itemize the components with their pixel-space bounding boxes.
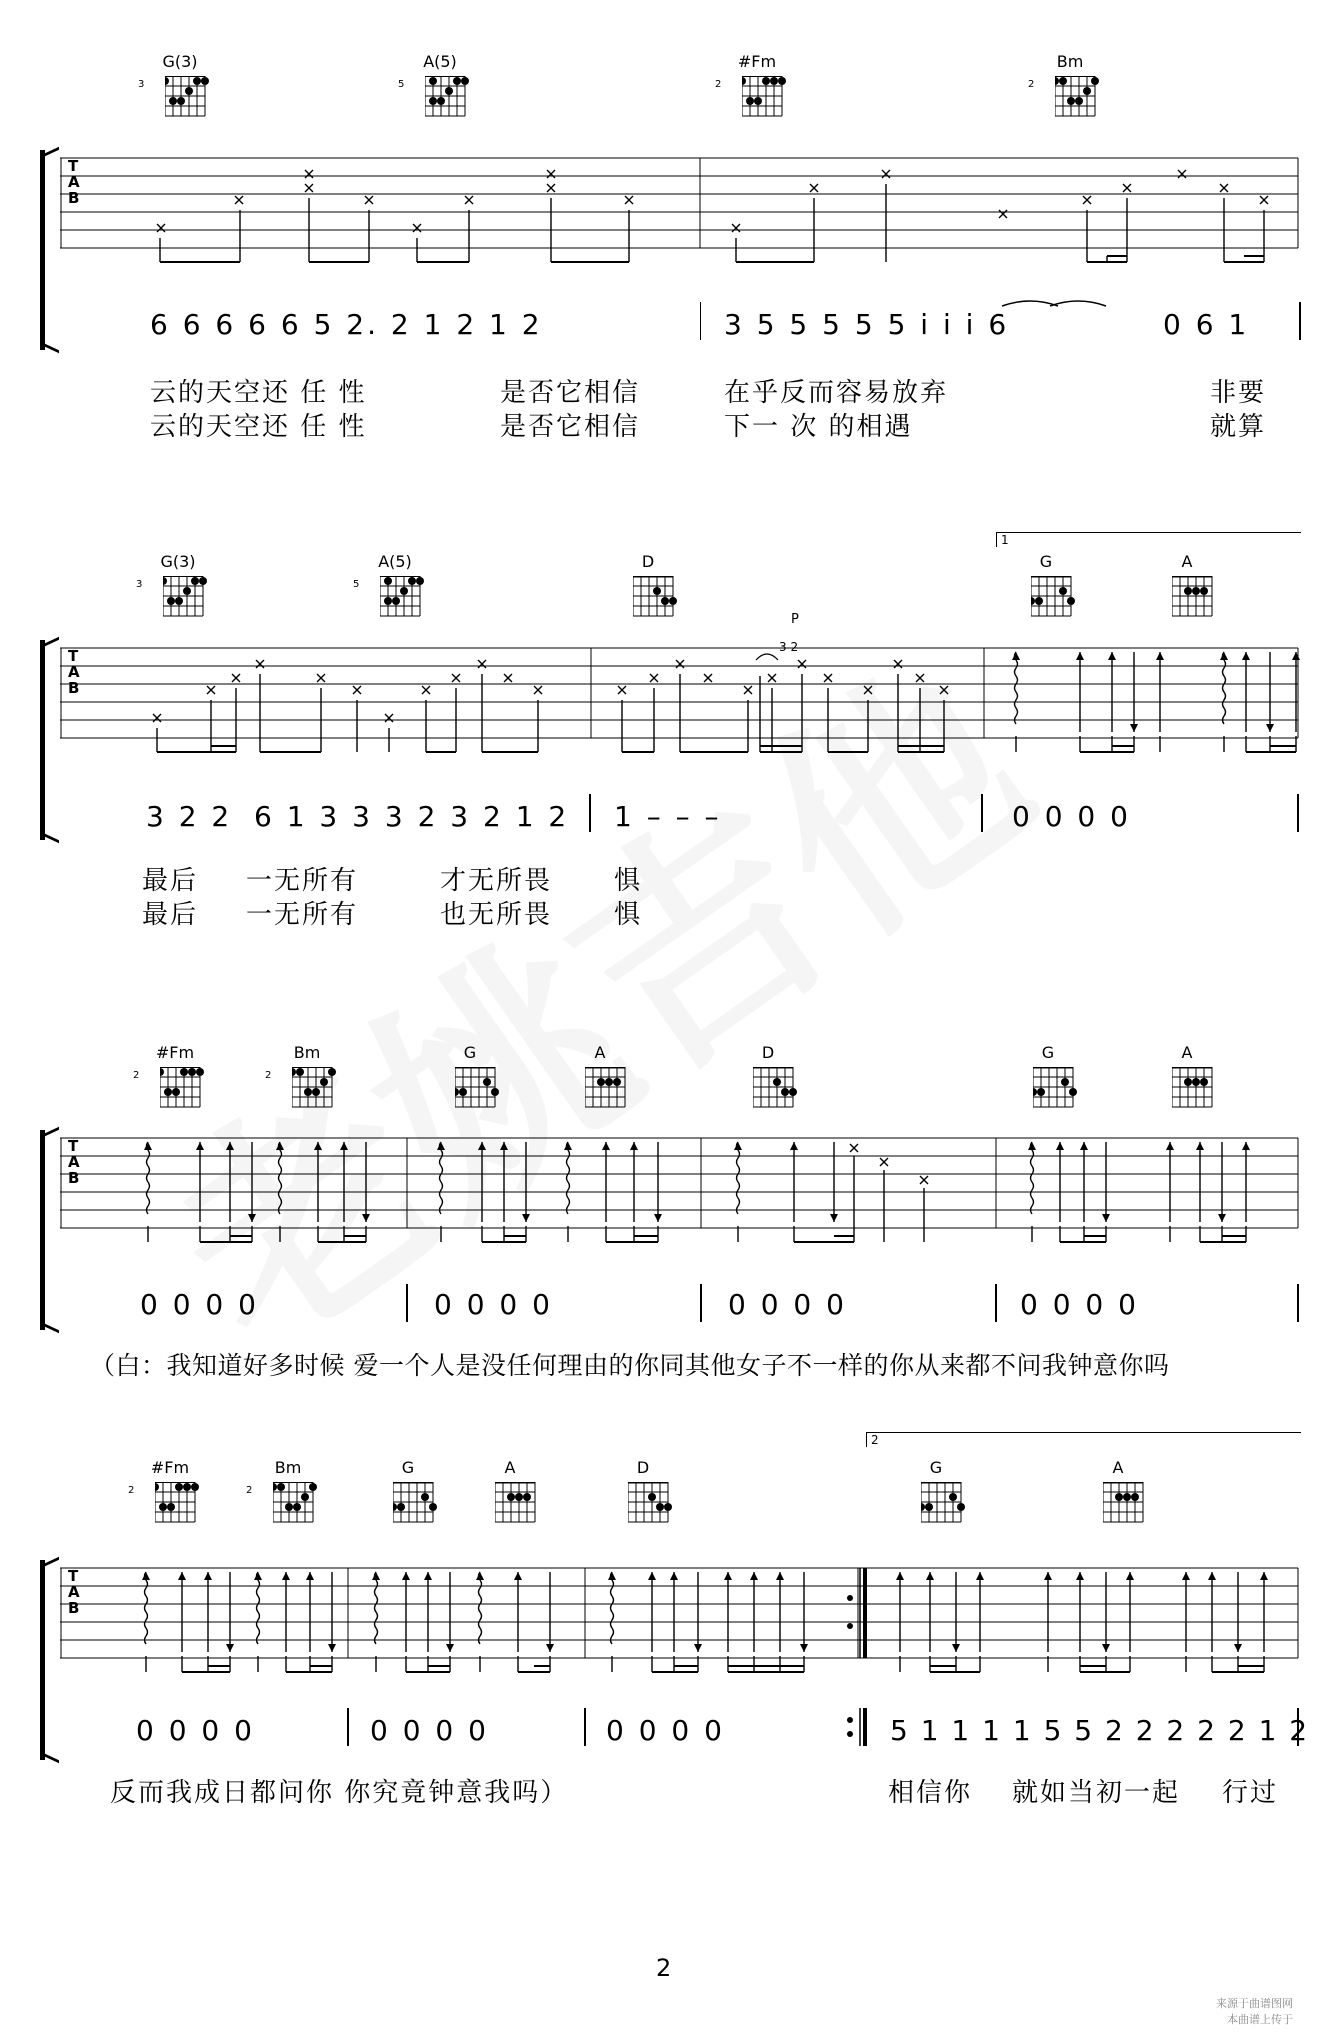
tab-staff [60, 1130, 1300, 1260]
chord-name: A [594, 1043, 606, 1062]
lyric-line: 在乎反而容易放弃 [724, 378, 949, 408]
numbered-notation: 0 0 0 0 [370, 1714, 489, 1747]
system-bracket [40, 640, 45, 840]
chord-name: A [1181, 552, 1193, 571]
numbered-notation: 0 0 0 0 [140, 1288, 259, 1321]
chord-name: #Fm [155, 1043, 195, 1062]
chord-grid [742, 76, 790, 126]
chord-name: Bm [293, 1043, 321, 1062]
numbered-notation: 6 1 3 3 3 2 3 2 1 2 [254, 800, 570, 833]
chord-fret: 3 [138, 79, 145, 90]
lyric-line: 最后 [142, 866, 199, 896]
tab-letter-a: A [68, 663, 80, 681]
footer-source: 来源于曲谱图网 [1216, 1997, 1293, 2010]
lyric-line: 是否它相信 [500, 378, 641, 408]
tab-letters [68, 158, 80, 206]
lyric-line: 惧 [614, 900, 643, 930]
notation-marks [400, 1282, 1300, 1332]
chord-fret: 3 [136, 579, 143, 590]
chord-fret: 2 [265, 1070, 272, 1081]
chord-grid [1033, 1067, 1081, 1117]
lyric-line: 是否它相信 [500, 412, 641, 442]
tab-letter-t: T [68, 647, 79, 665]
lyric-line: 惧 [614, 866, 643, 896]
tab-letters [68, 1568, 80, 1616]
tab-letters [68, 648, 80, 696]
chord-grid [1055, 76, 1103, 126]
lyric-line: 一无所有 [246, 900, 359, 930]
numbered-notation: 0 0 0 0 [606, 1714, 725, 1747]
numbered-notation: 0 0 0 0 [1012, 800, 1131, 833]
chord-name: A [504, 1458, 516, 1477]
chord-name: D [641, 552, 655, 571]
narration-text: （白：我知道好多时候 爱一个人是没任何理由的你同其他女子不一样的你从来都不问我钟意你吗 [90, 1351, 1170, 1380]
tab-letter-t: T [68, 1137, 79, 1155]
chord-grid [1172, 1067, 1220, 1117]
chord-fret: 2 [246, 1485, 253, 1496]
chord-fret: 5 [353, 579, 360, 590]
lyric-line: 一无所有 [246, 866, 359, 896]
system-bracket [40, 150, 45, 350]
narration-text: 反而我成日都问你 你究竟钟意我吗） [110, 1778, 569, 1808]
chord-grid [380, 576, 428, 626]
chord-grid [921, 1482, 969, 1532]
chord-grid [160, 1067, 208, 1117]
tab-letter-b: B [68, 189, 80, 207]
lyric-line: 行过 [1222, 1778, 1279, 1808]
chord-grid [1031, 576, 1079, 626]
notation-marks [340, 1706, 1300, 1756]
volta-bracket: 2 [866, 1432, 1301, 1447]
chord-name: G [463, 1043, 477, 1062]
tab-letter-t: T [68, 157, 79, 175]
lyric-line: 也无所畏 [440, 900, 553, 930]
tab-letters [68, 1138, 80, 1186]
tab-letter-a: A [68, 1153, 80, 1171]
numbered-notation: 0 6 1 [1163, 308, 1250, 341]
chord-grid [753, 1067, 801, 1117]
chord-fret: 2 [715, 79, 722, 90]
chord-grid [455, 1067, 503, 1117]
chord-grid [1103, 1482, 1151, 1532]
chord-fret: 2 [1028, 79, 1035, 90]
chord-name: A(5) [423, 52, 457, 71]
chord-name: G [1041, 1043, 1055, 1062]
system-bracket [40, 1560, 45, 1760]
chord-name: #Fm [150, 1458, 190, 1477]
lyric-line: 才无所畏 [440, 866, 553, 896]
numbered-notation: 5 1 1 1 1 5 5 2 2 2 2 2 1 2 [890, 1714, 1310, 1747]
chord-fret: 2 [133, 1070, 140, 1081]
chord-grid [1172, 576, 1220, 626]
chord-grid [273, 1482, 321, 1532]
chord-grid [155, 1482, 203, 1532]
tab-letter-b: B [68, 1599, 80, 1617]
tab-staff [60, 640, 1300, 770]
lyric-line: 最后 [142, 900, 199, 930]
tab-letter-a: A [68, 173, 80, 191]
numbered-notation: 3 5 5 5 5 5 i i i 6 [724, 308, 1010, 341]
chord-fret: 5 [398, 79, 405, 90]
chord-grid [425, 76, 473, 126]
lyric-line: 云的天空还 任 性 [150, 378, 367, 408]
numbered-notation: 0 0 0 0 [1020, 1288, 1139, 1321]
numbered-notation: 0 0 0 0 [728, 1288, 847, 1321]
chord-name: G [1039, 552, 1053, 571]
chord-name: Bm [274, 1458, 302, 1477]
numbered-notation: 1 – – – [614, 800, 722, 833]
tab-letter-t: T [68, 1567, 79, 1585]
lyric-line: 相信你 [888, 1778, 973, 1808]
chord-name: G [401, 1458, 415, 1477]
chord-name: D [761, 1043, 775, 1062]
lyric-line: 就算 [1210, 412, 1267, 442]
chord-name: A [1181, 1043, 1193, 1062]
chord-grid [633, 576, 681, 626]
chord-fret: 2 [128, 1485, 135, 1496]
chord-name: A(5) [378, 552, 412, 571]
technique-label: P [791, 612, 799, 627]
tab-staff [60, 150, 1300, 280]
lyric-line: 就如当初一起 [1012, 1778, 1181, 1808]
numbered-notation: 6 6 6 6 6 5 2. 2 1 2 1 2 [150, 308, 543, 341]
technique-frets: 3 2 [779, 640, 799, 654]
volta-bracket: 1 [996, 532, 1301, 547]
chord-grid [628, 1482, 676, 1532]
tab-letter-b: B [68, 679, 80, 697]
tab-staff [60, 1560, 1300, 1690]
chord-grid [163, 576, 211, 626]
chord-name: Bm [1056, 52, 1084, 71]
chord-name: #Fm [737, 52, 777, 71]
chord-name: G(3) [160, 552, 196, 571]
page-number: 2 [656, 1954, 672, 1982]
numbered-notation: 0 0 0 0 [136, 1714, 255, 1747]
chord-name: G [929, 1458, 943, 1477]
system-bracket [40, 1130, 45, 1330]
lyric-line: 非要 [1210, 378, 1267, 408]
lyric-line: 下一 次 的相遇 [724, 412, 913, 442]
notation-marks [700, 300, 1320, 350]
numbered-notation: 0 0 0 0 [434, 1288, 553, 1321]
chord-name: G(3) [162, 52, 198, 71]
chord-name: D [636, 1458, 650, 1477]
chord-grid [292, 1067, 340, 1117]
tab-letter-a: A [68, 1583, 80, 1601]
chord-grid [495, 1482, 543, 1532]
chord-grid [165, 76, 213, 126]
chord-grid [585, 1067, 633, 1117]
notation-marks [580, 792, 1300, 842]
footer-upload-note: 本曲谱上传于 [1227, 2013, 1293, 2026]
chord-grid [393, 1482, 441, 1532]
chord-name: A [1112, 1458, 1124, 1477]
lyric-line: 云的天空还 任 性 [150, 412, 367, 442]
numbered-notation: 3 2 2 [146, 800, 233, 833]
tab-letter-b: B [68, 1169, 80, 1187]
footer-credit [1216, 1995, 1293, 2027]
